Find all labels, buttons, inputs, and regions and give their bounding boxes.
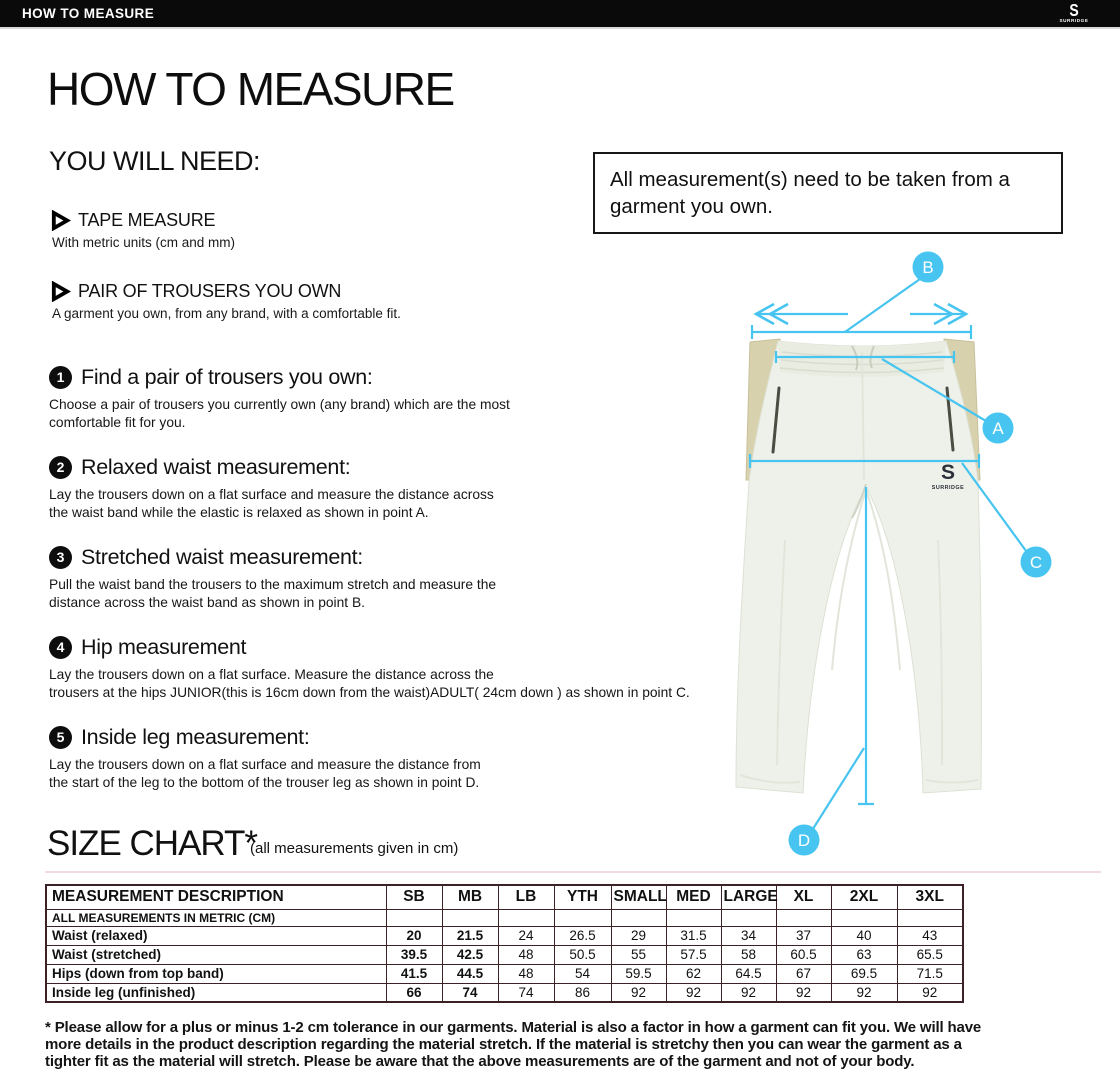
value-cell: 62 <box>666 964 721 983</box>
value-cell: 92 <box>721 983 776 1002</box>
row-label-cell: Inside leg (unfinished) <box>46 983 386 1002</box>
value-cell: 92 <box>611 983 666 1002</box>
metric-note-row <box>46 909 963 926</box>
step-5 <box>49 725 729 815</box>
size-data-row <box>46 945 963 964</box>
column-header-size: LB <box>498 885 554 909</box>
step-1 <box>49 365 729 455</box>
value-cell: 86 <box>554 983 611 1002</box>
value-cell: 64.5 <box>721 964 776 983</box>
step-number-badge: 3 <box>49 546 72 569</box>
step-body-line: Pull the waist band the trousers to the maximum stretch and measure the <box>49 577 497 592</box>
size-chart-subheading: (all measurements given in cm) <box>250 840 459 857</box>
step-body <box>49 756 729 791</box>
step-body-line: the start of the leg to the bottom of the trouser leg as shown in point D. <box>49 774 480 790</box>
column-header-description: MEASUREMENT DESCRIPTION <box>46 885 386 909</box>
point-b-connector <box>845 279 920 332</box>
value-cell <box>611 909 666 926</box>
column-header-size: 2XL <box>831 885 897 909</box>
step-2 <box>49 455 729 545</box>
value-cell: 92 <box>666 983 721 1002</box>
step-title: Inside leg measurement: <box>81 725 310 749</box>
value-cell: 48 <box>498 945 554 964</box>
point-c-label: C <box>1029 553 1043 572</box>
size-chart-heading: SIZE CHART* <box>47 824 258 863</box>
trouser-logo-word: SURRIDGE <box>931 485 965 491</box>
column-header-size: LARGE <box>721 885 776 909</box>
row-label-cell: ALL MEASUREMENTS IN METRIC (CM) <box>46 909 386 926</box>
value-cell <box>897 909 963 926</box>
value-cell: 55 <box>611 945 666 964</box>
row-label-cell: Waist (stretched) <box>46 945 386 964</box>
inside-leg-line <box>858 487 874 804</box>
stretched-waist-line <box>752 325 971 339</box>
value-cell: 63 <box>831 945 897 964</box>
step-number-badge: 4 <box>49 636 72 659</box>
surridge-logo-icon <box>1044 1 1104 26</box>
value-cell: 50.5 <box>554 945 611 964</box>
step-body-line: comfortable fit for you. <box>49 414 186 430</box>
surridge-wordmark: SURRIDGE <box>1059 18 1089 24</box>
value-cell: 92 <box>776 983 831 1002</box>
step-4 <box>49 635 729 725</box>
value-cell: 92 <box>897 983 963 1002</box>
value-cell: 92 <box>831 983 897 1002</box>
step-body-line: distance across the waist band as shown in point B. <box>49 594 365 610</box>
column-header-size: XL <box>776 885 831 909</box>
value-cell: 42.5 <box>442 945 498 964</box>
step-3 <box>49 545 729 635</box>
value-cell: 74 <box>442 983 498 1002</box>
column-header-size: MED <box>666 885 721 909</box>
trousers-measurement-figure <box>690 240 1090 890</box>
value-cell: 24 <box>498 926 554 945</box>
value-cell: 67 <box>776 964 831 983</box>
play-triangle-icon <box>50 281 71 302</box>
value-cell <box>498 909 554 926</box>
tolerance-footnote <box>45 1020 1105 1070</box>
size-data-row <box>46 964 963 983</box>
value-cell: 34 <box>721 926 776 945</box>
value-cell: 40 <box>831 926 897 945</box>
value-cell <box>831 909 897 926</box>
value-cell: 57.5 <box>666 945 721 964</box>
value-cell: 37 <box>776 926 831 945</box>
size-chart-table <box>45 884 964 1003</box>
measurement-note-box: All measurement(s) need to be taken from a garment you own. <box>593 152 1063 234</box>
surridge-s-glyph: S <box>1069 0 1079 20</box>
size-data-row <box>46 926 963 945</box>
need-item-description: With metric units (cm and mm) <box>52 235 236 250</box>
value-cell: 26.5 <box>554 926 611 945</box>
steps-list <box>49 365 729 815</box>
step-body-line: the waist band while the elastic is relaxed as shown in point A. <box>49 504 429 520</box>
value-cell: 66 <box>386 983 442 1002</box>
footnote-line: tighter fit as the material will stretch. Please be aware that the above measurements are of the garment and not of your body. <box>45 1052 915 1070</box>
step-body <box>49 486 729 521</box>
point-b-label: B <box>922 258 934 277</box>
value-cell: 60.5 <box>776 945 831 964</box>
footnote-line: * Please allow for a plus or minus 1-2 cm tolerance in our garments. Material is also a factor in how a garment can fit you. We will have <box>45 1019 982 1036</box>
row-label-cell: Hips (down from top band) <box>46 964 386 983</box>
value-cell: 39.5 <box>386 945 442 964</box>
value-cell <box>442 909 498 926</box>
value-cell: 41.5 <box>386 964 442 983</box>
point-a-label: A <box>992 419 1004 438</box>
page-title: HOW TO MEASURE <box>47 63 454 115</box>
step-body-line: Lay the trousers down on a flat surface and measure the distance across <box>49 487 494 502</box>
size-table-head-row <box>46 885 963 909</box>
need-item-label: TAPE MEASURE <box>78 210 216 230</box>
value-cell <box>386 909 442 926</box>
point-d-connector <box>811 748 864 832</box>
value-cell: 54 <box>554 964 611 983</box>
value-cell <box>721 909 776 926</box>
value-cell: 43 <box>897 926 963 945</box>
step-body <box>49 576 729 611</box>
trouser-logo-s: S <box>940 461 956 484</box>
value-cell <box>776 909 831 926</box>
value-cell: 31.5 <box>666 926 721 945</box>
column-header-size: SMALL <box>611 885 666 909</box>
need-item-description: A garment you own, from any brand, with a comfortable fit. <box>52 306 401 321</box>
top-bar-title: HOW TO MEASURE <box>22 6 155 21</box>
step-title: Stretched waist measurement: <box>81 545 363 569</box>
row-label-cell: Waist (relaxed) <box>46 926 386 945</box>
step-title: Hip measurement <box>81 635 247 659</box>
top-bar-underline <box>0 27 1120 29</box>
step-number-badge: 1 <box>49 366 72 389</box>
value-cell: 74 <box>498 983 554 1002</box>
footnote-line: more details in the product description regarding the material stretch. If the material is stretchy then you can wear the garment as a <box>45 1035 962 1053</box>
top-bar <box>0 0 1120 27</box>
value-cell: 29 <box>611 926 666 945</box>
step-number-badge: 5 <box>49 726 72 749</box>
size-data-row <box>46 983 963 1002</box>
value-cell: 48 <box>498 964 554 983</box>
column-header-size: YTH <box>554 885 611 909</box>
step-body-line: trousers at the hips JUNIOR(this is 16cm down from the waist)ADULT( 24cm down ) as shown in point C. <box>49 684 690 700</box>
value-cell: 69.5 <box>831 964 897 983</box>
column-header-size: SB <box>386 885 442 909</box>
step-number-badge: 2 <box>49 456 72 479</box>
step-body-line: Lay the trousers down on a flat surface and measure the distance from <box>49 757 481 772</box>
value-cell: 65.5 <box>897 945 963 964</box>
step-title: Relaxed waist measurement: <box>81 455 351 479</box>
value-cell: 21.5 <box>442 926 498 945</box>
value-cell <box>554 909 611 926</box>
column-header-size: 3XL <box>897 885 963 909</box>
point-d-label: D <box>797 831 811 850</box>
step-body-line: Choose a pair of trousers you currently own (any brand) which are the most <box>49 397 510 412</box>
value-cell <box>666 909 721 926</box>
column-header-size: MB <box>442 885 498 909</box>
need-item-label: PAIR OF TROUSERS YOU OWN <box>78 281 342 301</box>
trouser-body <box>736 341 981 793</box>
value-cell: 20 <box>386 926 442 945</box>
step-body-line: Lay the trousers down on a flat surface. Measure the distance across the <box>49 667 494 682</box>
step-body <box>49 396 729 431</box>
value-cell: 58 <box>721 945 776 964</box>
step-title: Find a pair of trousers you own: <box>81 365 373 389</box>
need-item-tape-measure <box>50 210 235 250</box>
value-cell: 71.5 <box>897 964 963 983</box>
step-body <box>49 666 729 701</box>
pink-divider <box>45 871 1101 873</box>
you-will-need-heading: YOU WILL NEED: <box>49 146 261 176</box>
play-triangle-icon <box>50 210 71 231</box>
value-cell: 44.5 <box>442 964 498 983</box>
value-cell: 59.5 <box>611 964 666 983</box>
need-item-trousers <box>50 281 401 321</box>
